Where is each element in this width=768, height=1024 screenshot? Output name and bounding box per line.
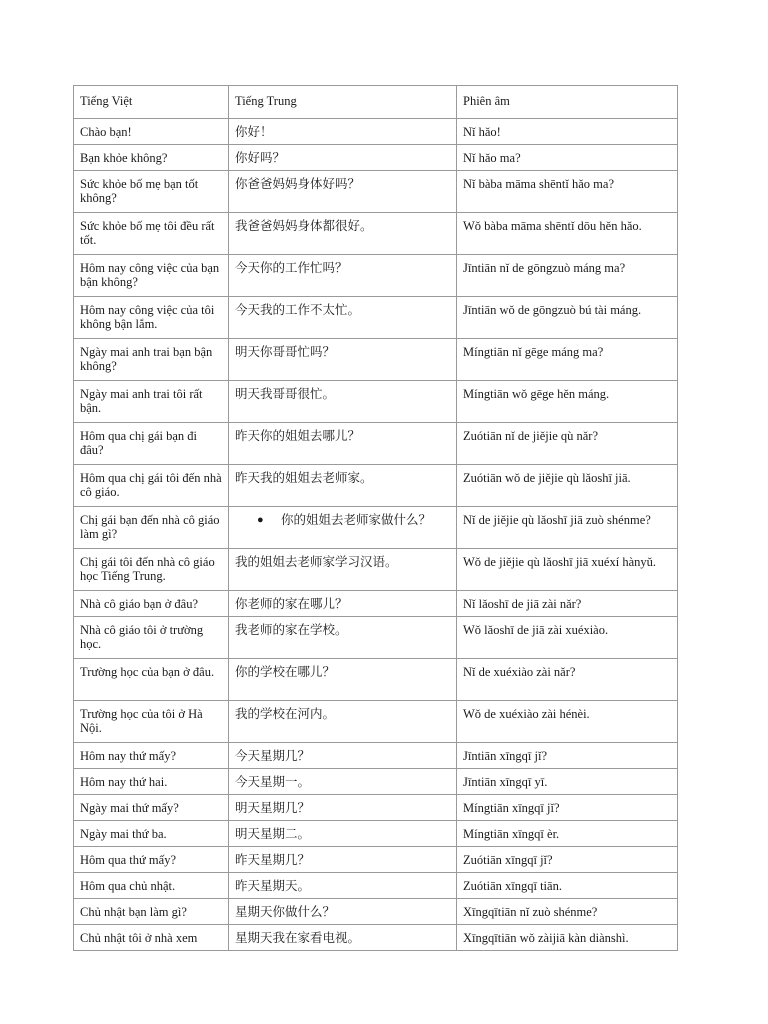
table-row xyxy=(74,659,678,701)
table-row xyxy=(74,899,678,925)
table-row xyxy=(74,795,678,821)
cell-chinese: 昨天我的姐姐去老师家。 xyxy=(229,465,457,507)
cell-chinese: 你的学校在哪儿？ xyxy=(229,659,457,701)
cell-pinyin: Wǒ bàba māma shēntǐ dōu hěn hǎo. xyxy=(457,213,678,255)
cell-pinyin: Wǒ de xuéxiào zài hénèi. xyxy=(457,701,678,743)
table-row xyxy=(74,381,678,423)
cell-vietnamese: Ngày mai anh trai bạn bận không? xyxy=(74,339,229,381)
cell-chinese: 我的学校在河内。 xyxy=(229,701,457,743)
cell-pinyin: Nǐ hǎo ma? xyxy=(457,145,678,171)
cell-vietnamese: Ngày mai thứ mấy? xyxy=(74,795,229,821)
table-body xyxy=(74,119,678,951)
cell-chinese: 今天星期几？ xyxy=(229,743,457,769)
cell-chinese: 今天你的工作忙吗？ xyxy=(229,255,457,297)
cell-vietnamese: Sức khỏe bố mẹ bạn tốt không? xyxy=(74,171,229,213)
cell-chinese: 你好吗？ xyxy=(229,145,457,171)
cell-pinyin: Nǐ lǎoshī de jiā zài nǎr? xyxy=(457,591,678,617)
table-row xyxy=(74,873,678,899)
cell-pinyin: Zuótiān wǒ de jiějie qù lǎoshī jiā. xyxy=(457,465,678,507)
cell-vietnamese: Chủ nhật bạn làm gì? xyxy=(74,899,229,925)
table-row xyxy=(74,847,678,873)
table-header xyxy=(74,86,678,119)
cell-pinyin: Xīngqītiān nǐ zuò shénme? xyxy=(457,899,678,925)
cell-chinese: 我老师的家在学校。 xyxy=(229,617,457,659)
cell-vietnamese: Chủ nhật tôi ở nhà xem xyxy=(74,925,229,951)
cell-pinyin: Zuótiān nǐ de jiějie qù nǎr? xyxy=(457,423,678,465)
cell-vietnamese: Ngày mai thứ ba. xyxy=(74,821,229,847)
cell-chinese: 昨天星期几？ xyxy=(229,847,457,873)
cell-pinyin: Nǐ de jiějie qù lǎoshī jiā zuò shénme? xyxy=(457,507,678,549)
cell-chinese: 明天星期二。 xyxy=(229,821,457,847)
bullet-icon: ● xyxy=(257,514,264,526)
header-chinese: Tiếng Trung xyxy=(229,86,457,119)
cell-chinese: 你爸爸妈妈身体好吗？ xyxy=(229,171,457,213)
header-pinyin: Phiên âm xyxy=(457,86,678,119)
table-row xyxy=(74,821,678,847)
table-row xyxy=(74,255,678,297)
cell-vietnamese: Bạn khỏe không? xyxy=(74,145,229,171)
cell-chinese: 你老师的家在哪儿？ xyxy=(229,591,457,617)
table-row xyxy=(74,423,678,465)
cell-pinyin: Míngtiān xīngqī jǐ? xyxy=(457,795,678,821)
cell-vietnamese: Nhà cô giáo bạn ở đâu? xyxy=(74,591,229,617)
header-row xyxy=(74,86,678,119)
vocab-table xyxy=(73,85,678,951)
cell-chinese-text: 你的姐姐去老师家做什么？ xyxy=(281,513,432,527)
table-row xyxy=(74,617,678,659)
cell-vietnamese: Hôm nay công việc của tôi không bận lắm. xyxy=(74,297,229,339)
cell-vietnamese: Chị gái bạn đến nhà cô giáo làm gì? xyxy=(74,507,229,549)
table-row xyxy=(74,507,678,549)
cell-pinyin: Míngtiān xīngqī èr. xyxy=(457,821,678,847)
cell-pinyin: Zuótiān xīngqī tiān. xyxy=(457,873,678,899)
cell-vietnamese: Chào bạn! xyxy=(74,119,229,145)
cell-pinyin: Jīntiān nǐ de gōngzuò máng ma? xyxy=(457,255,678,297)
cell-vietnamese: Hôm nay công việc của bạn bận không? xyxy=(74,255,229,297)
cell-chinese: 昨天你的姐姐去哪儿？ xyxy=(229,423,457,465)
cell-pinyin: Míngtiān nǐ gēge máng ma? xyxy=(457,339,678,381)
cell-vietnamese: Hôm qua chủ nhật. xyxy=(74,873,229,899)
cell-vietnamese: Nhà cô giáo tôi ở trường học. xyxy=(74,617,229,659)
table-row xyxy=(74,743,678,769)
table-row xyxy=(74,925,678,951)
cell-chinese: 今天我的工作不太忙。 xyxy=(229,297,457,339)
table-row xyxy=(74,145,678,171)
table-row xyxy=(74,297,678,339)
cell-chinese: 我的姐姐去老师家学习汉语。 xyxy=(229,549,457,591)
cell-pinyin: Nǐ de xuéxiào zài nǎr? xyxy=(457,659,678,701)
cell-vietnamese: Chị gái tôi đến nhà cô giáo học Tiếng Trung. xyxy=(74,549,229,591)
cell-pinyin: Wǒ lǎoshī de jiā zài xuéxiào. xyxy=(457,617,678,659)
cell-vietnamese: Hôm nay thứ hai. xyxy=(74,769,229,795)
cell-vietnamese: Hôm qua thứ mấy? xyxy=(74,847,229,873)
cell-chinese: 星期天我在家看电视。 xyxy=(229,925,457,951)
cell-vietnamese: Trường học của bạn ở đâu. xyxy=(74,659,229,701)
cell-pinyin: Nǐ hǎo! xyxy=(457,119,678,145)
cell-pinyin: Jīntiān xīngqī jǐ? xyxy=(457,743,678,769)
table-row xyxy=(74,213,678,255)
table-row xyxy=(74,171,678,213)
cell-chinese: 我爸爸妈妈身体都很好。 xyxy=(229,213,457,255)
table-row xyxy=(74,465,678,507)
cell-pinyin: Zuótiān xīngqī jǐ? xyxy=(457,847,678,873)
table-row xyxy=(74,339,678,381)
cell-vietnamese: Hôm qua chị gái bạn đi đâu? xyxy=(74,423,229,465)
table-row xyxy=(74,769,678,795)
table-row xyxy=(74,549,678,591)
cell-chinese: 明天星期几？ xyxy=(229,795,457,821)
cell-vietnamese: Hôm nay thứ mấy? xyxy=(74,743,229,769)
cell-pinyin: Wǒ de jiějie qù lǎoshī jiā xuéxí hànyǔ. xyxy=(457,549,678,591)
cell-vietnamese: Ngày mai anh trai tôi rất bận. xyxy=(74,381,229,423)
table-row xyxy=(74,701,678,743)
cell-pinyin: Jīntiān xīngqī yī. xyxy=(457,769,678,795)
cell-chinese: 星期天你做什么？ xyxy=(229,899,457,925)
cell-chinese: 昨天星期天。 xyxy=(229,873,457,899)
cell-chinese: 今天星期一。 xyxy=(229,769,457,795)
header-vietnamese: Tiếng Việt xyxy=(74,86,229,119)
cell-pinyin: Míngtiān wǒ gēge hěn máng. xyxy=(457,381,678,423)
cell-pinyin: Jīntiān wǒ de gōngzuò bú tài máng. xyxy=(457,297,678,339)
cell-chinese: 明天你哥哥忙吗？ xyxy=(229,339,457,381)
cell-vietnamese: Hôm qua chị gái tôi đến nhà cô giáo. xyxy=(74,465,229,507)
cell-chinese: 你好！ xyxy=(229,119,457,145)
table-row xyxy=(74,591,678,617)
cell-vietnamese: Sức khỏe bố mẹ tôi đều rất tốt. xyxy=(74,213,229,255)
cell-chinese: 明天我哥哥很忙。 xyxy=(229,381,457,423)
cell-pinyin: Nǐ bàba māma shēntǐ hǎo ma? xyxy=(457,171,678,213)
cell-vietnamese: Trường học của tôi ở Hà Nội. xyxy=(74,701,229,743)
cell-chinese xyxy=(229,507,457,549)
table-row xyxy=(74,119,678,145)
cell-pinyin: Xīngqītiān wǒ zàijiā kàn diànshì. xyxy=(457,925,678,951)
